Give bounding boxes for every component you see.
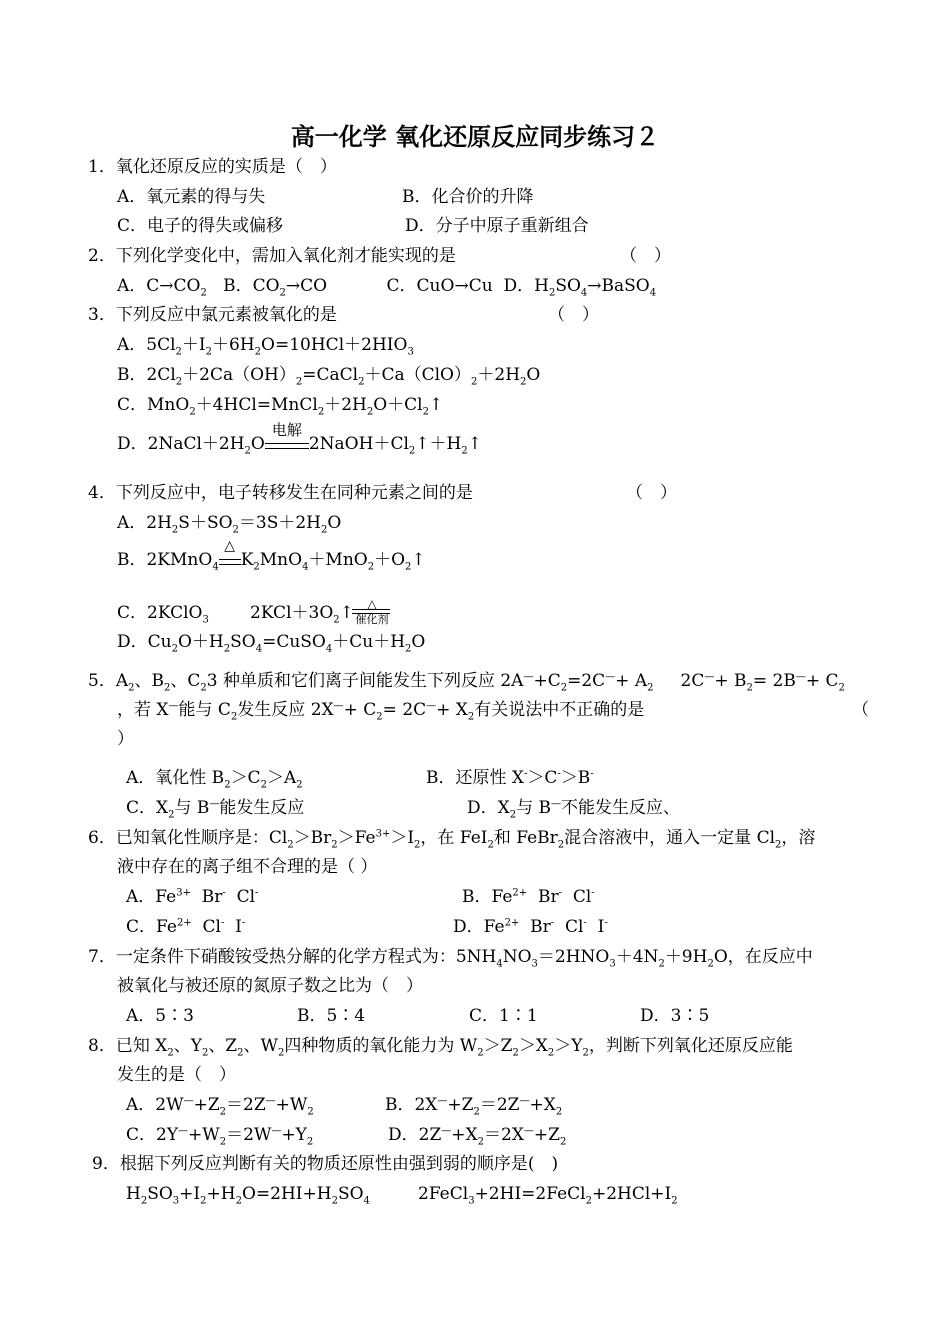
q7-option-b: B．5∶4 (297, 1006, 366, 1026)
q5-option-c: C．$X_2$与 B—能发生反应 (126, 798, 305, 821)
electrolysis-condition-arrow: 电解 (265, 433, 309, 455)
q2-option-b: B．$CO_2\to CO$ (223, 276, 328, 299)
q3-answer-paren: （ ） (548, 305, 599, 325)
question-5-stem-line1: 5．$A_2$、$B_2$、$C_23$ 种单质和它们离子间能发生下列反应 $2A^—+C_2=2C^—+ A_2$ $2C^—+ B_2= 2B^—+ C_2$ (88, 671, 845, 694)
question-6-stem-line2: 液中存在的离子组不合理的是（ ） (117, 857, 378, 877)
q1-option-d: D．分子中原子重新组合 (405, 216, 589, 236)
q7-option-c: C．1∶1 (469, 1006, 538, 1026)
q9-reaction-2: $2FeCl_3+2HI=2FeCl_2+2HCl+I_2$ (418, 1184, 678, 1207)
catalyst-heat-condition-arrow: △ 催化剂 (352, 598, 392, 628)
question-4-stem: 4．下列反应中，电子转移发生在同种元素之间的是 (88, 483, 473, 503)
q8-option-b: B．$2X^—+Z_2=2Z^—+X_2$ (385, 1095, 563, 1118)
q7-option-a: A．5∶3 (126, 1006, 194, 1026)
question-7-stem-line2: 被氧化与被还原的氮原子数之比为（ ） (117, 976, 423, 996)
question-8-stem-line1: 8．已知 $X_2$、$Y_2$、$Z_2$、$W_2$四种物质的氧化能力为 $W_2>Z_2>X_2>Y_2$，判断下列氧化还原反应能 (88, 1036, 793, 1059)
question-5-stem-line2: ，若 X—能与 $C_2$发生反应 $2X^—+ C_2= 2C^—+ X_2$有关说法中不正确的是 (117, 700, 645, 723)
question-8-stem-line2: 发生的是（ ） (117, 1065, 236, 1085)
q4-option-b: B．2KMnO$_4$ △ $K_2MnO_4+MnO_2+O_2↑$ (117, 538, 426, 573)
q3-option-a: A．$5Cl_2+I_2+6H_2O=10HCl+2HIO_3$ (117, 335, 414, 358)
q2-option-c: C．CuO→Cu (386, 276, 493, 296)
q3-option-c: C．$MnO_2+4HCl=MnCl_2+2H_2O+Cl_2↑$ (117, 395, 444, 418)
q5-option-d: D．$X_2$与 B—不能发生反应、 (467, 798, 681, 821)
q8-option-d: D．$2Z^—+X_2=2X^—+Z_2$ (388, 1125, 567, 1148)
q8-option-c: C．$2Y^—+W_2=2W^—+Y_2$ (126, 1125, 314, 1148)
question-7-stem-line1: 7．一定条件下硝酸铵受热分解的化学方程式为：$5NH_4NO_3=2HNO_3+4N_2+9H_2O$，在反应中 (88, 947, 813, 970)
q3-option-d: D．$2NaCl+2H_2O$ 电解 $2NaOH+Cl_2↑+H_2↑$ (117, 421, 482, 457)
q4-option-a: A．$2H_2S+SO_2=3S+2H_2O$ (117, 513, 342, 536)
heat-condition-arrow: △ (219, 549, 241, 571)
q1-option-b: B．化合价的升降 (402, 187, 534, 207)
q5-answer-paren-close: ） (117, 729, 134, 749)
q6-option-d: D．$Fe^{2+}$ Br- Cl- I- (453, 917, 608, 937)
question-2-stem: 2．下列化学变化中，需加入氧化剂才能实现的是 (88, 246, 456, 266)
q9-reaction-1: $H_2SO_3+I_2+H_2O=2HI+H_2SO_4$ (126, 1184, 370, 1207)
question-9-stem: 9．根据下列反应判断有关的物质还原性由强到弱的顺序是( ) (92, 1154, 559, 1174)
q2-options: A．$C\to CO_2$ B．$CO_2\to CO$ C．CuO→Cu D．$H_2SO_4\to BaSO_4$ (117, 276, 657, 299)
question-1-stem: 1．氧化还原反应的实质是（ ） (88, 157, 337, 177)
q5-option-a: A．氧化性 $B_2>C_2>A_2$ (126, 768, 303, 791)
q2-option-d: D．$H_2SO_4\to BaSO_4$ (503, 276, 657, 299)
q6-option-a: A．$Fe^{3+}$ Br- Cl- (126, 887, 259, 907)
q6-option-b: B．$Fe^{2+}$ Br- Cl- (462, 887, 595, 907)
q1-option-a: A．氧元素的得与失 (117, 187, 266, 207)
q7-option-d: D．3∶5 (640, 1006, 710, 1026)
page-title: 高一化学 氧化还原反应同步练习２ (290, 123, 660, 151)
q5-answer-paren-open: （ (852, 700, 869, 720)
question-3-stem: 3．下列反应中氯元素被氧化的是 (88, 305, 337, 325)
q5-option-b: B．还原性 X-＞C-＞B- (426, 768, 594, 788)
q6-option-c: C．$Fe^{2+}$ Cl- I- (126, 917, 246, 937)
q4-option-d: D．$Cu_2O+H_2SO_4=CuSO_4+Cu+H_2O$ (117, 632, 426, 655)
q2-option-a: A．C→CO (117, 276, 201, 296)
q4-option-c: C．2KClO$_3$ △ 催化剂 $2KCl+3O_2↑$ (117, 602, 417, 626)
question-6-stem-line1: 6．已知氧化性顺序是：$Cl_2>Br_2>Fe^{3+}>I_2$，在 FeI$_2$和 FeBr$_2$混合溶液中，通入一定量 $Cl_2$，溶 (88, 828, 816, 851)
q8-option-a: A．$2W^—+Z_2=2Z^—+W_2$ (126, 1095, 314, 1118)
q2-answer-paren: （ ） (620, 246, 671, 266)
q3-option-b: B．$2Cl_2+2Ca(OH)_2=CaCl_2+Ca(ClO)_2+2H_2O$ (117, 365, 541, 388)
q4-answer-paren: （ ） (626, 483, 677, 503)
q1-option-c: C．电子的得失或偏移 (117, 216, 284, 236)
